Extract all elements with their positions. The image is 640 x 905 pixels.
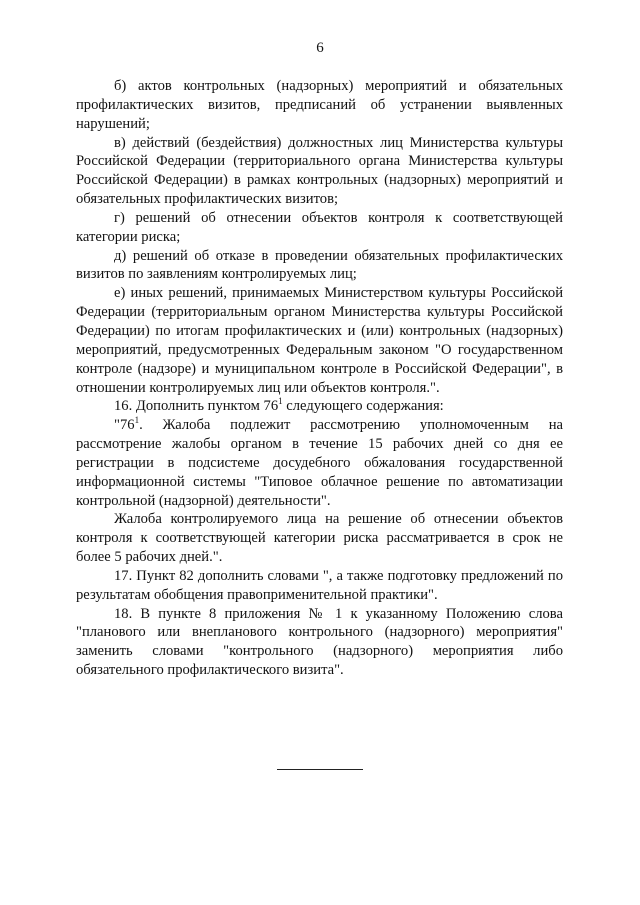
paragraph-item-d: д) решений об отказе в проведении обязательных профилактических визитов по заявлениям контролируемых лиц; [76,247,563,283]
paragraph-point-76-1-lead: "76 [114,417,135,434]
superscript-marker: 1 [278,396,283,407]
paragraph-complaint-risk: Жалоба контролируемого лица на решение об отнесении объектов контроля к соответствующей категории риска рассматривается в срок не более 5 рабочих дней.". [76,511,563,566]
paragraph-point-18: 18. В пункте 8 приложения № 1 к указанному Положению слова "планового или внепланового контрольного (надзорного) мероприятия" заменить словами "контрольного (надзорного) мероприятия либо обязательного профилактического визита". [76,605,563,679]
paragraph-point-16-text: 16. Дополнить пунктом 76 [114,398,279,415]
paragraph-point-76-1-text: . Жалоба подлежит рассмотрению уполномоченным на рассмотрение жалобы органом в течение 15 рабочих дней со дня ее регистрации в подсистеме досудебного обжалования государственной информационной системы "Типовое облачное решение по автоматизации контрольной (надзорной) деятельности". [76,417,563,509]
page-number: 6 [316,40,324,56]
superscript-marker: 1 [134,415,140,426]
paragraph-item-g: г) решений об отнесении объектов контроля к соответствующей категории риска; [76,209,563,245]
paragraph-point-16 [76,397,563,416]
paragraph-item-v: в) действий (бездействия) должностных лиц Министерства культуры Российской Федерации (территориального органа Министерства культуры Российской Федерации) в рамках контрольных (надзорных) мероприятий и обязательных профилактических визитов; [76,134,563,208]
document-body [76,77,563,680]
paragraph-point-17: 17. Пункт 82 дополнить словами ", а также подготовку предложений по результатам обобщения правоприменительной практики". [76,567,563,603]
paragraph-point-16-tail: следующего содержания: [282,398,444,415]
paragraph-item-e: е) иных решений, принимаемых Министерством культуры Российской Федерации (территориальным органом Министерства культуры Российской Федерации) по итогам профилактических и (или) контрольных (надзорных) мероприятий, предусмотренных Федеральным законом "О государственном контроле (надзоре) и муниципальном контроле в Российской Федерации", в отношении контролируемых лиц или объектов контроля.". [76,285,563,396]
paragraph-point-76-1 [76,416,563,510]
paragraph-item-b: б) актов контрольных (надзорных) мероприятий и обязательных профилактических визитов, предписаний об устранении выявленных нарушений; [76,78,563,132]
end-divider-line [277,769,363,770]
